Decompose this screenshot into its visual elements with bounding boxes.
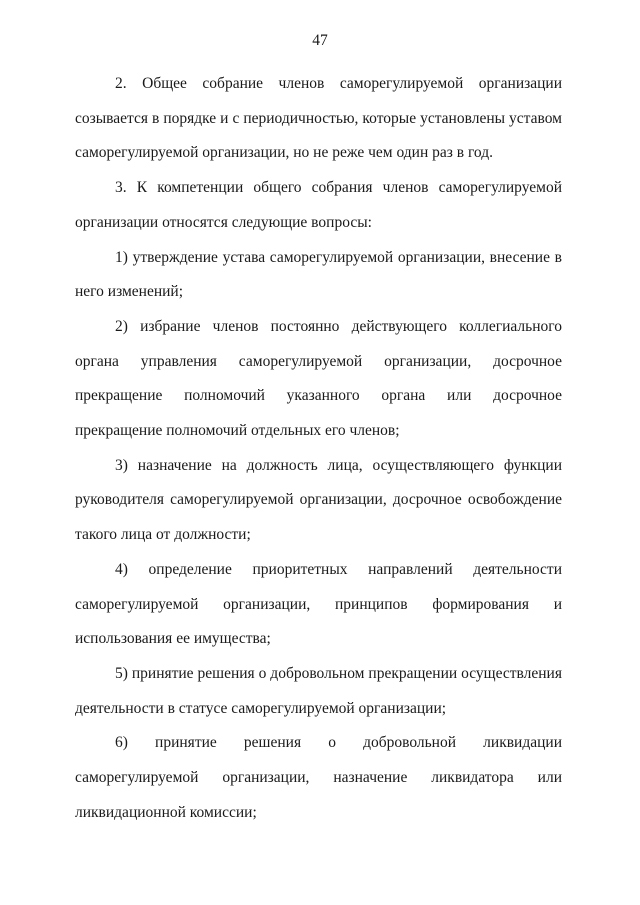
page-number: 47 — [312, 32, 328, 49]
paragraph-general-meeting-convening: 2. Общее собрание членов саморегулируемой организации созывается в порядке и с периодичностью, которые установлены уставом саморегулируемой организации, но не реже чем один раз в год. — [75, 75, 562, 162]
list-item-voluntary-liquidation: 6) принятие решения о добровольной ликвидации саморегулируемой организации, назначение ликвидатора или ликвидационной комиссии; — [75, 734, 562, 821]
document-body — [75, 67, 562, 830]
list-item-head-appointment: 3) назначение на должность лица, осуществляющего функции руководителя саморегулируемой организации, досрочное освобождение такого лица от должности; — [75, 456, 562, 544]
list-item-collegial-body-election: 2) избрание членов постоянно действующего коллегиального органа управления саморегулируемой организации, досрочное прекращение полномочий указанного органа или досрочное прекращение полномочий отдельных его членов; — [75, 317, 562, 440]
list-item-priority-directions: 4) определение приоритетных направлений деятельности саморегулируемой организации, принципов формирования и использования ее имущества; — [75, 560, 562, 648]
list-item-charter-approval: 1) утверждение устава саморегулируемой организации, внесение в него изменений; — [75, 248, 562, 301]
paragraph-general-meeting-competence: 3. К компетенции общего собрания членов саморегулируемой организации относятся следующие вопросы: — [75, 179, 562, 231]
list-item-voluntary-termination: 5) принятие решения о добровольном прекращении осуществления деятельности в статусе саморегулируемой организации; — [75, 664, 562, 717]
